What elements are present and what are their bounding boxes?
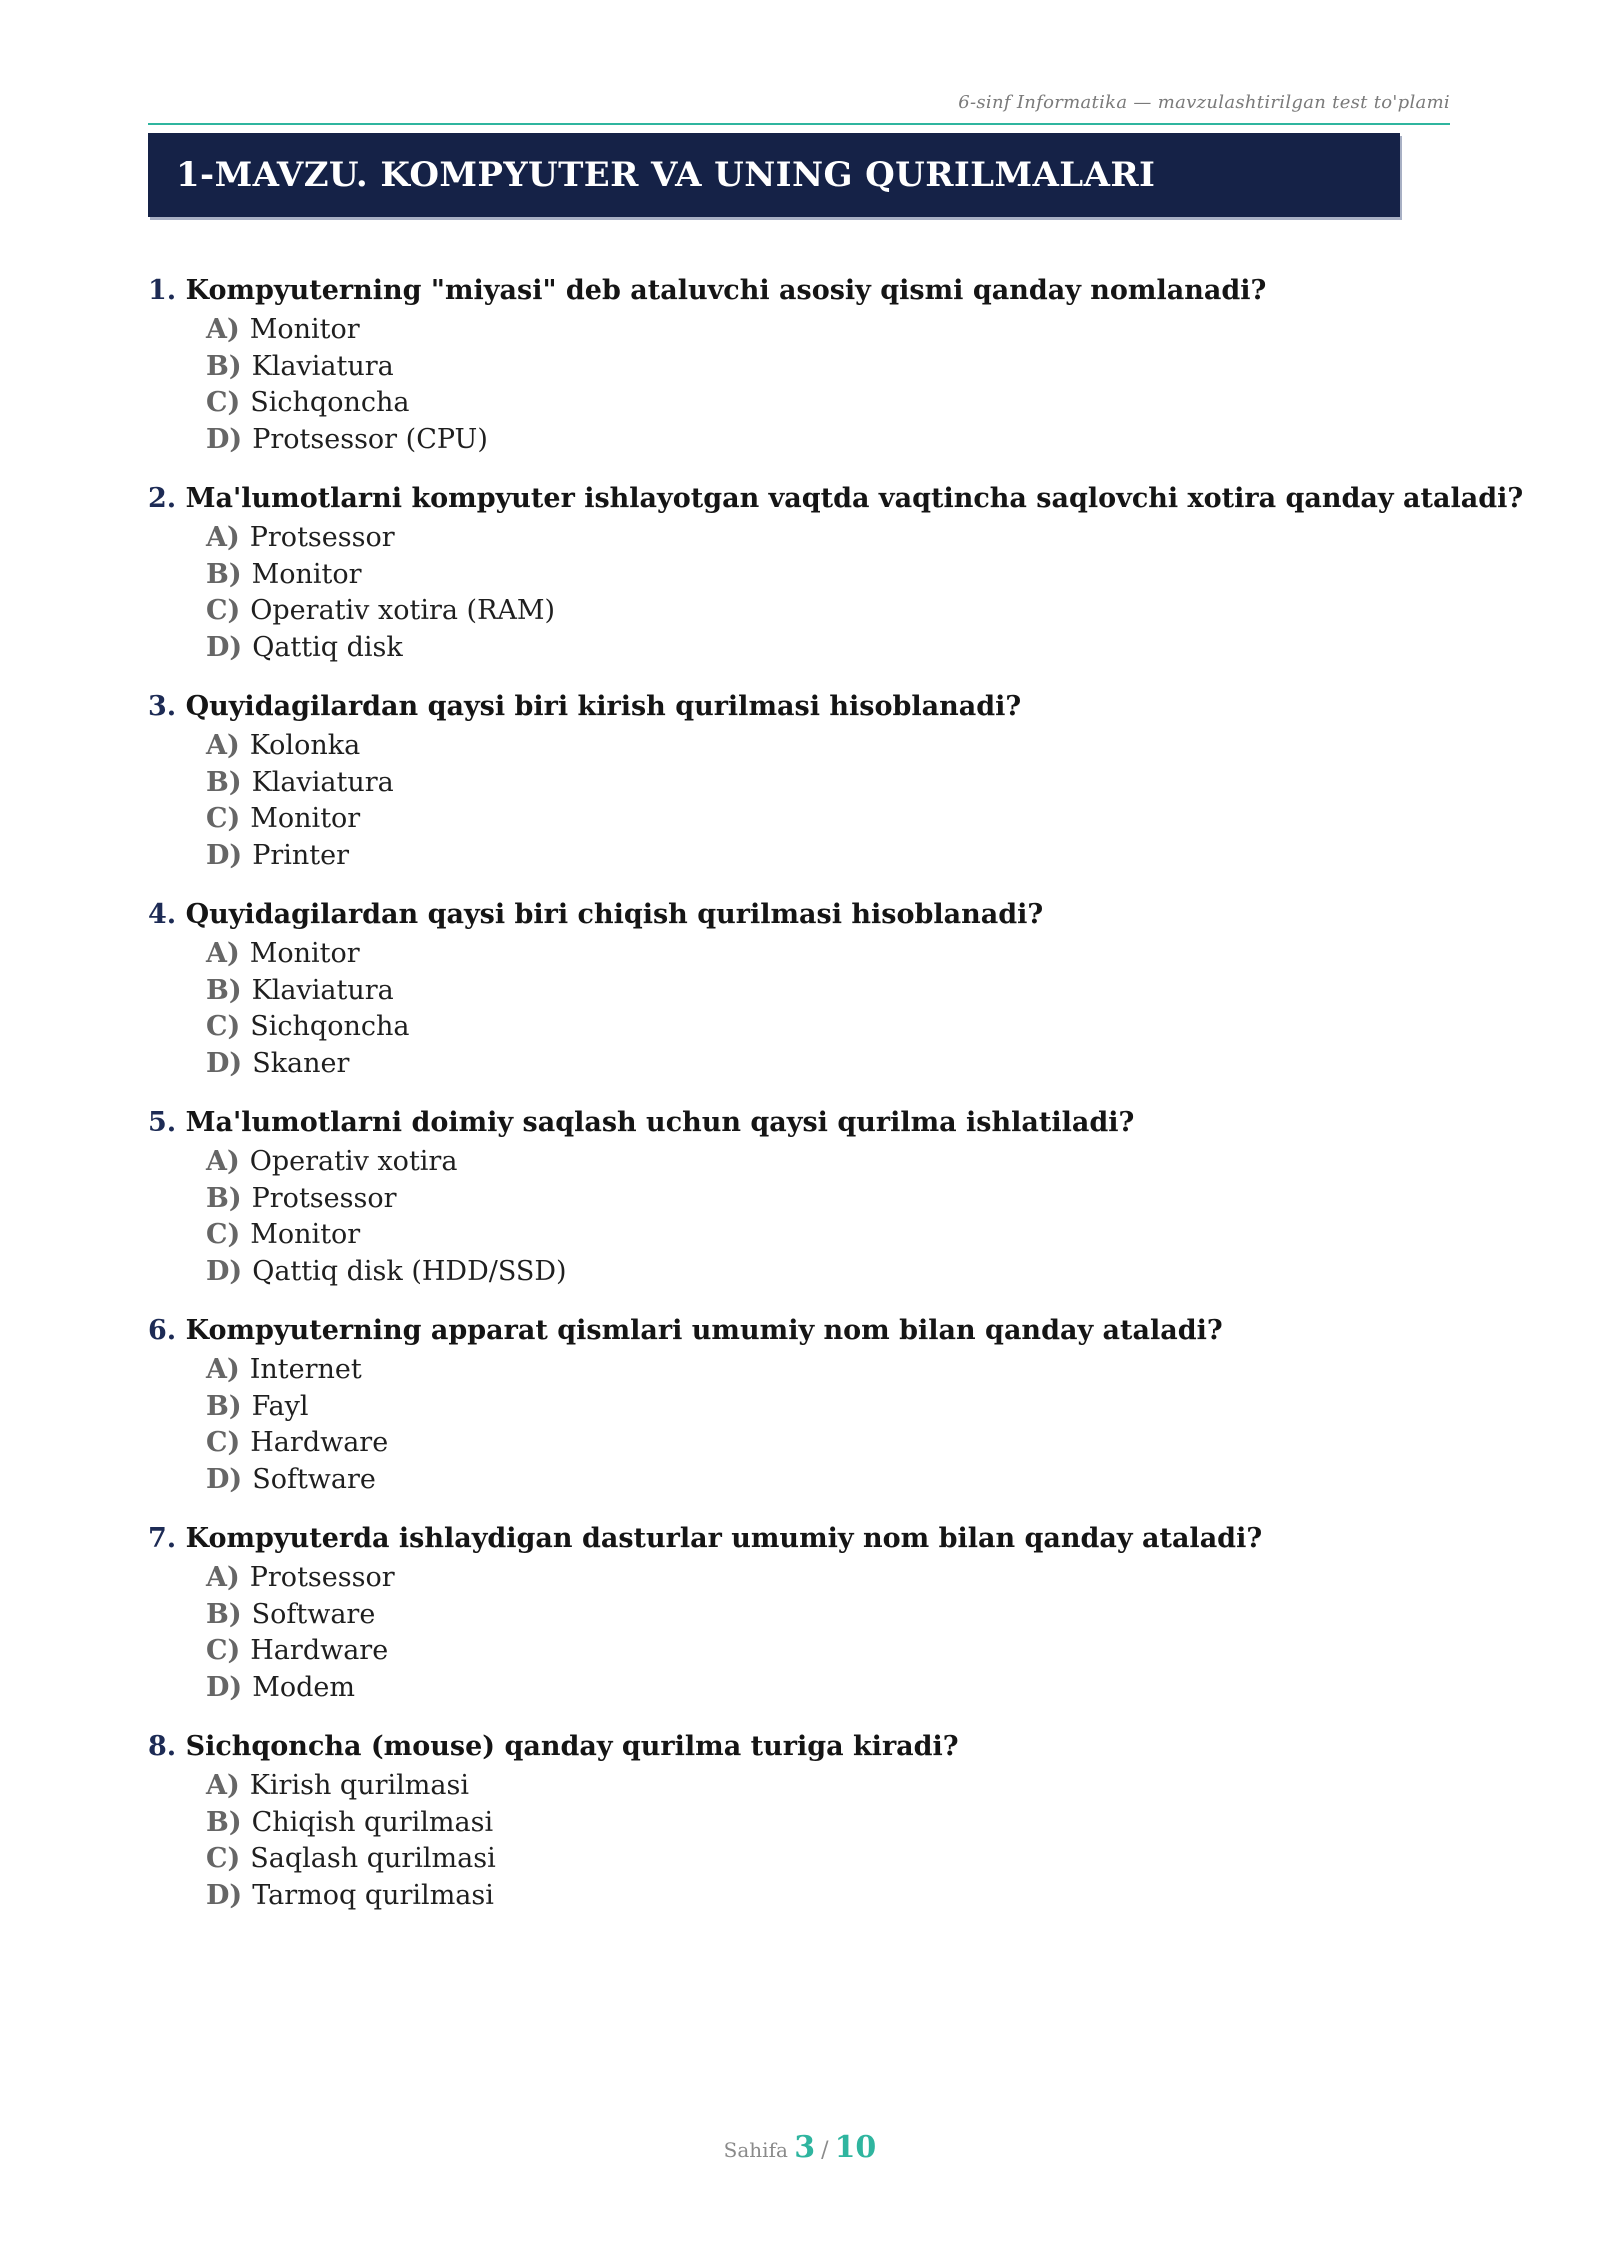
- option-list: [148, 728, 1448, 875]
- question-2: [148, 478, 1524, 686]
- option-text: Protsessor: [249, 1562, 395, 1593]
- page-label: Sahifa: [723, 2138, 788, 2162]
- answer-option: [206, 1462, 1448, 1499]
- current-page-number: 3: [794, 2130, 816, 2165]
- option-text: Kolonka: [249, 730, 361, 761]
- option-letter: B): [206, 1598, 242, 1630]
- question-3: [148, 686, 1448, 894]
- option-text: Printer: [252, 840, 350, 872]
- option-letter: B): [206, 766, 242, 798]
- question-6: [148, 1310, 1448, 1518]
- option-text: Hardware: [250, 1427, 389, 1459]
- page-separator: /: [821, 2138, 829, 2163]
- option-letter: A): [206, 1354, 240, 1385]
- option-text: Monitor: [249, 938, 360, 969]
- answer-option: [206, 422, 1448, 459]
- answer-option: [206, 1009, 1448, 1046]
- option-list: [148, 1144, 1448, 1291]
- option-text: Chiqish qurilmasi: [251, 1806, 494, 1838]
- question-text: Kompyuterning apparat qismlari umumiy nom bilan qanday ataladi?: [185, 1315, 1223, 1346]
- option-list: [148, 520, 1448, 667]
- answer-option: [206, 1144, 1448, 1181]
- answer-option: [206, 1560, 1448, 1597]
- option-text: Skaner: [252, 1048, 350, 1080]
- option-text: Protsessor: [249, 522, 395, 553]
- option-letter: C): [206, 1011, 241, 1043]
- question-text: Ma'lumotlarni doimiy saqlash uchun qaysi qurilma ishlatiladi?: [185, 1107, 1135, 1138]
- running-header: 6-sinf Informatika — mavzulashtirilgan test to'plami: [148, 92, 1450, 125]
- question-number: 6.: [148, 1315, 177, 1346]
- question-text: Sichqoncha (mouse) qanday qurilma turiga kiradi?: [185, 1731, 959, 1762]
- option-letter: A): [206, 314, 240, 345]
- option-text: Saqlash qurilmasi: [250, 1843, 496, 1875]
- option-letter: C): [206, 1843, 241, 1875]
- option-text: Monitor: [249, 314, 360, 345]
- option-letter: D): [206, 840, 243, 872]
- option-letter: A): [206, 1770, 240, 1801]
- option-letter: A): [206, 522, 240, 553]
- question-text-line: [148, 1726, 1448, 1768]
- answer-option: [206, 1768, 1448, 1805]
- option-text: Sichqoncha: [250, 387, 410, 419]
- question-5: [148, 1102, 1448, 1310]
- option-letter: B): [206, 350, 242, 382]
- option-letter: A): [206, 1562, 240, 1593]
- question-number: 7.: [148, 1523, 177, 1554]
- answer-option: [206, 1878, 1448, 1915]
- answer-option: [206, 1805, 1448, 1842]
- option-letter: C): [206, 387, 241, 419]
- option-letter: D): [206, 1672, 243, 1704]
- topic-title: 1-MAVZU. KOMPYUTER VA UNING QURILMALARI: [176, 155, 1156, 195]
- answer-option: [206, 1597, 1448, 1634]
- question-4: [148, 894, 1448, 1102]
- option-text: Sichqoncha: [250, 1011, 410, 1043]
- answer-option: [206, 973, 1448, 1010]
- option-list: [148, 1352, 1448, 1499]
- question-text-line: [148, 478, 1524, 520]
- question-8: [148, 1726, 1448, 1934]
- option-text: Qattiq disk: [252, 632, 403, 664]
- option-text: Modem: [252, 1672, 355, 1704]
- option-letter: A): [206, 1146, 240, 1177]
- answer-option: [206, 1841, 1448, 1878]
- question-text-line: [148, 894, 1448, 936]
- option-letter: D): [206, 632, 243, 664]
- topic-banner: [148, 133, 1400, 217]
- answer-option: [206, 765, 1448, 802]
- question-number: 8.: [148, 1731, 177, 1762]
- answer-option: [206, 349, 1448, 386]
- answer-option: [206, 1352, 1448, 1389]
- answer-option: [206, 520, 1448, 557]
- question-number: 2.: [148, 483, 177, 514]
- option-letter: C): [206, 1219, 241, 1251]
- answer-option: [206, 1389, 1448, 1426]
- option-text: Klaviatura: [251, 766, 394, 798]
- option-text: Kirish qurilmasi: [249, 1770, 469, 1801]
- question-text: Quyidagilardan qaysi biri chiqish qurilmasi hisoblanadi?: [185, 899, 1044, 930]
- option-text: Software: [252, 1464, 376, 1496]
- question-text: Ma'lumotlarni kompyuter ishlayotgan vaqtda vaqtincha saqlovchi xotira qanday ataladi?: [185, 483, 1524, 514]
- answer-option: [206, 728, 1448, 765]
- option-letter: B): [206, 1182, 242, 1214]
- answer-option: [206, 385, 1448, 422]
- option-letter: C): [206, 1427, 241, 1459]
- question-text: Kompyuterda ishlaydigan dasturlar umumiy nom bilan qanday ataladi?: [185, 1523, 1263, 1554]
- option-letter: D): [206, 1880, 243, 1912]
- answer-option: [206, 593, 1448, 630]
- option-list: [148, 312, 1448, 459]
- question-number: 5.: [148, 1107, 177, 1138]
- answer-option: [206, 838, 1448, 875]
- question-number: 4.: [148, 899, 177, 930]
- answer-option: [206, 1670, 1448, 1707]
- question-text-line: [148, 1518, 1448, 1560]
- answer-option: [206, 936, 1448, 973]
- option-text: Qattiq disk (HDD/SSD): [252, 1256, 567, 1288]
- question-text-line: [148, 1310, 1448, 1352]
- option-letter: B): [206, 558, 242, 590]
- answer-option: [206, 801, 1448, 838]
- question-number: 1.: [148, 275, 177, 306]
- question-text-line: [148, 1102, 1448, 1144]
- page-footer: [0, 2130, 1600, 2165]
- answer-option: [206, 1181, 1448, 1218]
- question-7: [148, 1518, 1448, 1726]
- option-text: Software: [251, 1598, 376, 1630]
- option-text: Operativ xotira: [249, 1146, 458, 1177]
- question-1: [148, 270, 1448, 478]
- option-list: [148, 1768, 1448, 1915]
- option-letter: C): [206, 595, 241, 627]
- option-letter: C): [206, 803, 241, 835]
- option-letter: C): [206, 1635, 241, 1667]
- option-letter: A): [206, 730, 240, 761]
- answer-option: [206, 1217, 1448, 1254]
- option-letter: D): [206, 424, 243, 456]
- answer-option: [206, 557, 1448, 594]
- question-text-line: [148, 686, 1448, 728]
- option-letter: D): [206, 1048, 243, 1080]
- option-letter: B): [206, 974, 242, 1006]
- question-number: 3.: [148, 691, 177, 722]
- option-text: Monitor: [250, 803, 361, 835]
- option-text: Protsessor (CPU): [252, 424, 488, 456]
- option-text: Fayl: [251, 1390, 309, 1422]
- option-text: Tarmoq qurilmasi: [252, 1880, 494, 1912]
- option-text: Klaviatura: [251, 974, 394, 1006]
- answer-option: [206, 1046, 1448, 1083]
- option-letter: B): [206, 1390, 242, 1422]
- option-letter: B): [206, 1806, 242, 1838]
- option-text: Internet: [249, 1354, 362, 1385]
- option-letter: D): [206, 1256, 243, 1288]
- answer-option: [206, 312, 1448, 349]
- option-letter: D): [206, 1464, 243, 1496]
- option-list: [148, 936, 1448, 1083]
- answer-option: [206, 1425, 1448, 1462]
- option-list: [148, 1560, 1448, 1707]
- question-text: Kompyuterning "miyasi" deb ataluvchi asosiy qismi qanday nomlanadi?: [185, 275, 1267, 306]
- question-text: Quyidagilardan qaysi biri kirish qurilmasi hisoblanadi?: [185, 691, 1022, 722]
- option-text: Monitor: [251, 558, 362, 590]
- option-letter: A): [206, 938, 240, 969]
- question-text-line: [148, 270, 1448, 312]
- option-text: Monitor: [250, 1219, 361, 1251]
- question-list: [148, 270, 1524, 1934]
- option-text: Operativ xotira (RAM): [250, 595, 556, 627]
- answer-option: [206, 1633, 1448, 1670]
- option-text: Protsessor: [251, 1182, 397, 1214]
- total-pages-number: 10: [834, 2130, 877, 2165]
- option-text: Hardware: [250, 1635, 389, 1667]
- answer-option: [206, 630, 1448, 667]
- answer-option: [206, 1254, 1448, 1291]
- option-text: Klaviatura: [251, 350, 394, 382]
